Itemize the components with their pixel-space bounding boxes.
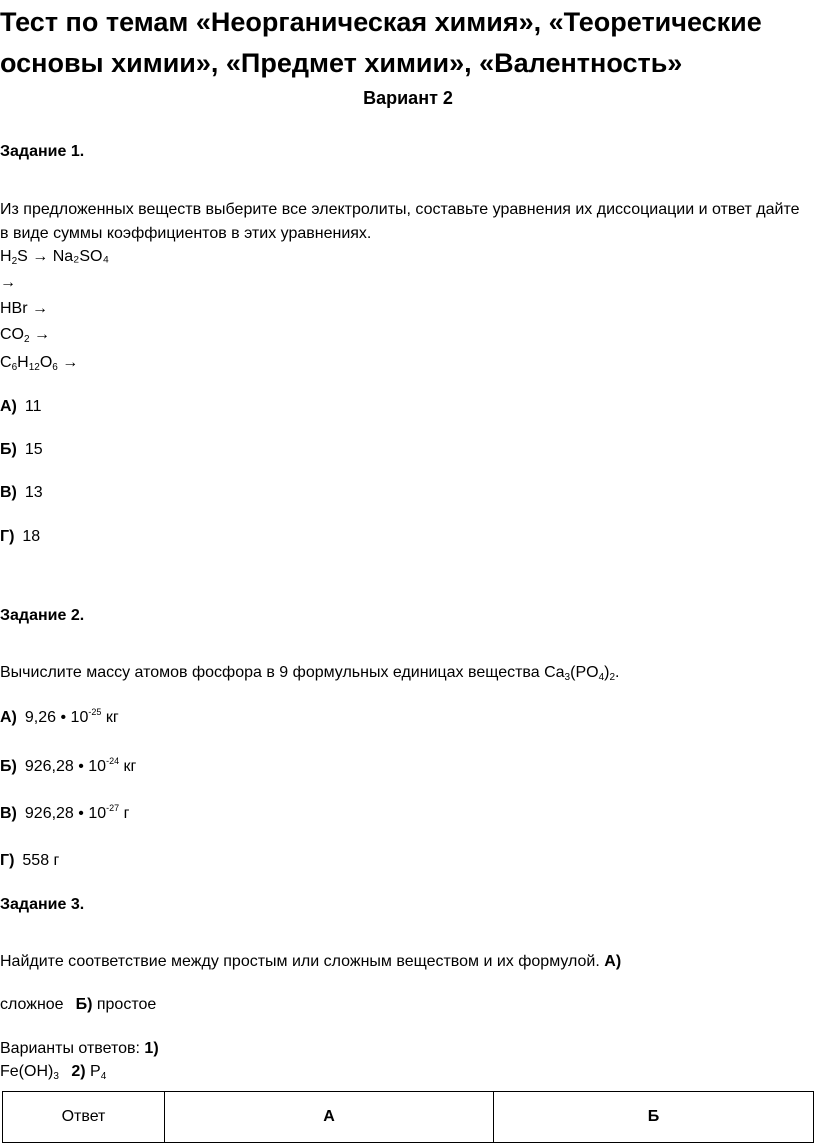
option-letter: А): [0, 709, 17, 726]
formula-h2s-na2so4: $H_2S \to Na_2SO_4$: [0, 248, 110, 267]
task1-option-a: [0, 398, 42, 416]
arrow-icon: →: [62, 354, 79, 371]
arrow-icon: →: [0, 274, 16, 291]
option-mantissa: 926,28: [24, 758, 74, 775]
task2-heading: Задание 2.: [0, 607, 85, 624]
task3-question-text: Найдите соответствие между простым или сложным веществом и их формулой.: [0, 953, 600, 970]
option-letter: Б): [0, 758, 17, 775]
option-value: 13: [24, 484, 43, 501]
option-letter: Б): [75, 996, 93, 1013]
task2-option-d: [0, 852, 59, 870]
task3-categories: [0, 996, 156, 1014]
option-value: 15: [24, 441, 43, 458]
dot-operator: •: [60, 709, 67, 726]
task3-answers-label: [0, 1040, 159, 1058]
option-exponent: -25: [88, 707, 102, 717]
answer-table: [2, 1091, 814, 1143]
arrow-icon: →: [32, 300, 49, 317]
arrow-icon: →: [32, 248, 49, 265]
option-letter: В): [0, 484, 17, 501]
answer-table-col-b[interactable]: Б: [494, 1092, 814, 1143]
option-letter: Г): [0, 852, 15, 869]
option-value: 11: [24, 398, 42, 415]
task1-option-c: [0, 484, 43, 502]
option-unit: кг: [105, 709, 119, 726]
task2-option-c: В) 926,28 • $10^{-27}$ г: [0, 803, 130, 822]
formula-c6h12o6: $C_6H_{12}O_6$ →: [0, 354, 79, 373]
formula-hbr: [0, 300, 48, 318]
option-letter: В): [0, 805, 17, 822]
option-letter: А): [604, 953, 622, 970]
task3-question: [0, 953, 621, 971]
option-letter: Б): [0, 441, 17, 458]
task2-question-text: Вычислите массу атомов фосфора в 9 формульных единицах вещества Ca: [0, 664, 565, 681]
variant-heading: Вариант 2: [363, 88, 453, 108]
option-letter: А): [0, 398, 17, 415]
option-unit: г: [123, 805, 130, 822]
page-title: Тест по темам «Неорганическая химия», «Теоретические основы химии», «Предмет химии», «Валентность»: [0, 7, 762, 78]
task1-option-d: [0, 528, 40, 546]
option-value: 18: [22, 528, 41, 545]
option-mantissa: 9,26: [24, 709, 57, 726]
formula-na2so4: Na₂SO₄: [52, 248, 110, 265]
task2-option-b: Б) 926,28 • $10^{-24}$ кг: [0, 756, 137, 775]
task3-heading: Задание 3.: [0, 896, 85, 913]
answers-label-text: Варианты ответов:: [0, 1040, 140, 1057]
option-value: 558 г: [22, 852, 60, 869]
formula-hbr-text: HBr: [0, 300, 28, 317]
option-unit: кг: [123, 758, 137, 775]
task1-heading: Задание 1.: [0, 143, 85, 160]
task1-option-b: [0, 441, 43, 459]
option-exponent: -27: [106, 803, 120, 813]
option-exponent: -24: [106, 756, 120, 766]
task1-question: Из предложенных веществ выберите все электролиты, составьте уравнения их диссоциации и ответ дайте в виде суммы коэффициентов в этих уравнениях.: [0, 201, 800, 242]
answer-number: 2): [71, 1063, 86, 1080]
task2-question: Вычислите массу атомов фосфора в 9 формульных единицах вещества $Ca_3(PO_4)_2$.: [0, 664, 620, 683]
formula-co2: $CO_2$ →: [0, 326, 51, 345]
option-mantissa: 926,28: [24, 805, 74, 822]
task2-option-a: А) 9,26 • $10^{-25}$ кг: [0, 707, 119, 726]
dot-operator: •: [78, 805, 84, 822]
arrow-icon: →: [34, 326, 51, 343]
category-complex: сложное: [0, 996, 64, 1013]
answer-table-col-a[interactable]: А: [165, 1092, 494, 1143]
dot-operator: •: [78, 758, 84, 775]
answer-table-label: Ответ: [3, 1092, 165, 1143]
answer-number: 1): [144, 1040, 159, 1057]
task3-answer-formulas: $Fe(OH)_3$ 2) $P_4$: [0, 1063, 107, 1082]
option-letter: Г): [0, 528, 15, 545]
category-simple: простое: [96, 996, 157, 1013]
